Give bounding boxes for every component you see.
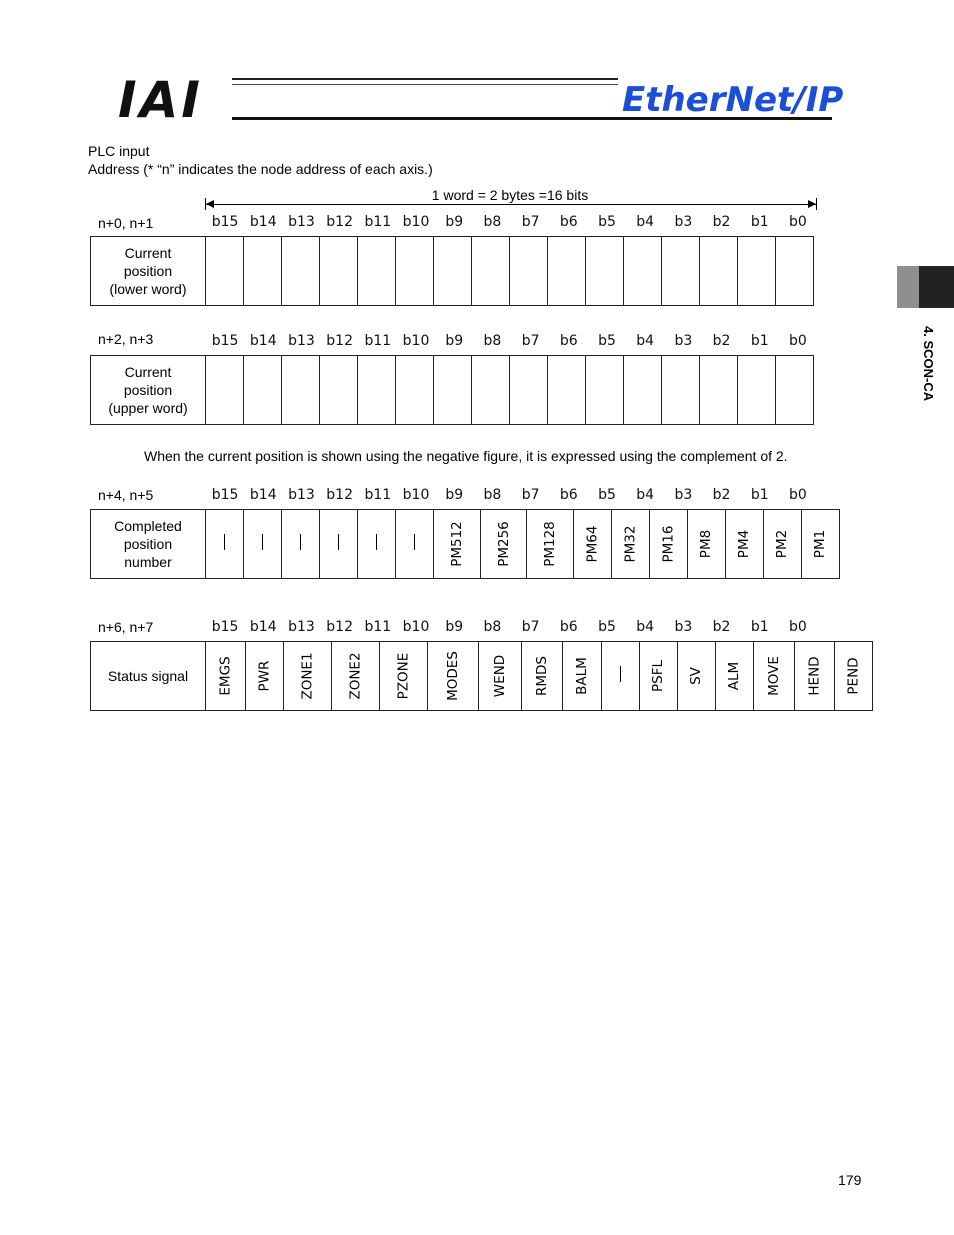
bit-header: b9 — [445, 619, 464, 635]
bit-cell — [639, 642, 677, 711]
bit-header: b3 — [674, 619, 693, 635]
bit-header: b5 — [598, 487, 616, 503]
bit-header: b15 — [211, 333, 239, 349]
row-label-line: (upper word) — [108, 400, 188, 416]
bit-cell — [586, 356, 624, 425]
bit-header: b10 — [402, 619, 430, 635]
signal-name: PM8 — [698, 529, 715, 559]
bit-cell — [776, 356, 814, 425]
signal-name: EMGS — [217, 656, 234, 696]
bit-header: b13 — [288, 619, 315, 635]
bit-cell — [624, 237, 662, 306]
signal-name: PM1 — [812, 529, 829, 559]
bit-cell — [282, 510, 320, 579]
bit-cell — [738, 237, 776, 306]
bit-header: b14 — [249, 487, 277, 503]
bit-header: b14 — [249, 333, 277, 349]
bit-header: b0 — [789, 333, 807, 349]
bit-table — [90, 236, 814, 306]
signal-name: HEND — [806, 656, 823, 696]
intro-address-note: Address (* “n” indicates the node address of each axis.) — [88, 161, 433, 177]
bit-header: b12 — [326, 619, 353, 635]
bit-header: b2 — [712, 214, 731, 230]
bit-cell — [472, 237, 510, 306]
bit-cell — [834, 642, 872, 711]
bit-header: b15 — [211, 214, 239, 230]
unused-bit-mark — [376, 534, 377, 550]
signal-name: PM512 — [448, 521, 465, 567]
signal-name: PM64 — [584, 525, 601, 563]
bit-cell — [700, 237, 738, 306]
bit-header-row — [206, 333, 817, 349]
bit-header: b11 — [364, 487, 392, 503]
unused-bit-mark — [262, 534, 263, 550]
signal-name: PSFL — [650, 660, 667, 692]
arrow-left-icon — [206, 200, 214, 208]
bit-table — [90, 641, 873, 711]
bit-header: b2 — [712, 487, 731, 503]
bit-cell — [434, 237, 472, 306]
bit-header-row — [206, 619, 817, 635]
bit-header: b7 — [521, 333, 540, 349]
bit-cell — [320, 510, 358, 579]
word-span-line — [206, 204, 816, 205]
chapter-label: 4. SCON-CA — [921, 326, 936, 402]
bit-cell — [624, 356, 662, 425]
bit-header: b10 — [402, 214, 430, 230]
bit-cell — [332, 642, 380, 711]
complement-note: When the current position is shown using the negative figure, it is expressed using the complement of 2. — [144, 448, 788, 464]
row-label-line: (lower word) — [109, 281, 187, 297]
bit-cell — [725, 510, 763, 579]
bit-cell — [662, 237, 700, 306]
header-rule-thin — [232, 84, 618, 85]
address-label: n+4, n+5 — [90, 486, 200, 504]
bit-header: b11 — [364, 333, 392, 349]
signal-name: BALM — [574, 657, 591, 695]
bit-header: b4 — [636, 619, 655, 635]
row-label-line: Completed — [114, 518, 182, 534]
bit-cell — [586, 237, 624, 306]
row-label — [91, 237, 206, 306]
bit-header: b6 — [559, 619, 578, 635]
bit-header: b0 — [789, 214, 807, 230]
signal-name: PM16 — [660, 525, 677, 563]
signal-name: PZONE — [395, 652, 412, 700]
bit-header: b3 — [674, 333, 693, 349]
signal-name: PM32 — [622, 525, 639, 563]
bit-cell — [396, 510, 434, 579]
bit-cell — [738, 356, 776, 425]
row-label — [91, 642, 206, 711]
chapter-tab-black — [919, 266, 954, 308]
bit-header: b4 — [636, 333, 655, 349]
bit-header: b5 — [598, 333, 616, 349]
bit-cell — [472, 356, 510, 425]
bit-cell — [801, 510, 839, 579]
bit-header: b2 — [712, 333, 731, 349]
bit-cell — [396, 237, 434, 306]
bit-header: b14 — [249, 619, 277, 635]
word-span-label: 1 word = 2 bytes =16 bits — [431, 187, 589, 203]
bit-cell — [206, 642, 246, 711]
bit-cell — [548, 237, 586, 306]
bit-cell — [244, 237, 282, 306]
unused-bit-mark — [224, 534, 225, 550]
bit-cell — [573, 510, 611, 579]
bit-header: b15 — [211, 487, 239, 503]
signal-name: ZONE1 — [299, 652, 316, 700]
bit-header: b1 — [750, 333, 769, 349]
page-number: 179 — [838, 1172, 862, 1188]
chapter-tab-gray — [897, 266, 919, 308]
bit-header: b13 — [288, 214, 315, 230]
bit-cell — [358, 510, 396, 579]
bit-cell — [320, 237, 358, 306]
row-label-line: position — [123, 263, 173, 279]
header-rule — [232, 78, 618, 80]
bit-header: b5 — [598, 214, 616, 230]
bit-header-row — [206, 487, 817, 503]
row-label — [91, 510, 206, 579]
bit-header: b8 — [483, 214, 502, 230]
row-label-line: number — [124, 554, 172, 570]
bit-header-row — [206, 214, 817, 230]
bit-cell — [510, 237, 548, 306]
bit-cell — [700, 356, 738, 425]
signal-name: PWR — [256, 660, 273, 692]
unused-bit-mark — [300, 534, 301, 550]
signal-name: MODES — [444, 651, 461, 701]
bit-header: b0 — [789, 619, 807, 635]
bit-cell — [206, 510, 244, 579]
bit-header: b12 — [326, 214, 353, 230]
row-label-line: position — [123, 536, 173, 552]
signal-name: MOVE — [765, 656, 782, 696]
bit-header: b5 — [598, 619, 616, 635]
bit-header: b1 — [750, 214, 769, 230]
bit-header: b8 — [483, 333, 502, 349]
bit-cell — [246, 642, 284, 711]
bit-header: b14 — [249, 214, 277, 230]
signal-name: PM4 — [736, 529, 753, 559]
address-label: n+0, n+1 — [90, 214, 200, 232]
bit-header: b6 — [559, 333, 578, 349]
bit-cell — [480, 510, 527, 579]
bit-header: b9 — [445, 333, 464, 349]
unused-bit-mark — [620, 666, 621, 682]
bit-header: b1 — [750, 619, 769, 635]
bit-header: b9 — [445, 487, 464, 503]
bit-cell — [563, 642, 602, 711]
bit-header: b7 — [521, 214, 540, 230]
bit-header: b10 — [402, 487, 430, 503]
bit-cell — [206, 356, 244, 425]
bit-cell — [753, 642, 794, 711]
bit-header: b11 — [364, 619, 392, 635]
bit-header: b8 — [483, 619, 502, 635]
bit-cell — [510, 356, 548, 425]
bit-header: b15 — [211, 619, 239, 635]
bit-header: b3 — [674, 487, 693, 503]
bit-cell — [282, 237, 320, 306]
bit-cell — [282, 356, 320, 425]
bit-header: b2 — [712, 619, 731, 635]
bit-cell — [320, 356, 358, 425]
bit-header: b6 — [559, 487, 578, 503]
bit-cell — [548, 356, 586, 425]
bit-header: b13 — [288, 487, 315, 503]
bit-header: b8 — [483, 487, 502, 503]
row-label-line: Status signal — [107, 668, 189, 684]
signal-name: RMDS — [534, 656, 551, 696]
address-label: n+2, n+3 — [90, 330, 200, 348]
bit-header: b12 — [326, 487, 353, 503]
bit-cell — [244, 510, 282, 579]
address-label: n+6, n+7 — [90, 618, 200, 636]
bit-cell — [522, 642, 563, 711]
bit-header: b1 — [750, 487, 769, 503]
bit-cell — [687, 510, 725, 579]
bit-cell — [677, 642, 715, 711]
signal-name: PEND — [845, 657, 862, 695]
bit-cell — [601, 642, 639, 711]
unused-bit-mark — [338, 534, 339, 550]
bit-cell — [206, 237, 244, 306]
intro-title: PLC input — [88, 143, 150, 159]
bit-cell — [434, 356, 472, 425]
bit-header: b4 — [636, 487, 655, 503]
bit-cell — [763, 510, 801, 579]
bit-cell — [396, 356, 434, 425]
bit-table — [90, 509, 840, 579]
bit-cell — [776, 237, 814, 306]
bit-header: b11 — [364, 214, 392, 230]
bit-header: b9 — [445, 214, 464, 230]
bit-cell — [428, 642, 479, 711]
bit-header: b12 — [326, 333, 353, 349]
arrow-right-icon — [808, 200, 816, 208]
bit-header: b13 — [288, 333, 315, 349]
bit-header: b3 — [674, 214, 693, 230]
bit-header: b7 — [521, 619, 540, 635]
signal-name: SV — [688, 667, 705, 685]
bit-header: b0 — [789, 487, 807, 503]
row-label-line: position — [123, 382, 173, 398]
bit-cell — [380, 642, 428, 711]
bit-header: b7 — [521, 487, 540, 503]
row-label-line: Current — [124, 364, 172, 380]
bit-cell — [611, 510, 649, 579]
word-span-tick-right — [816, 198, 817, 210]
iai-logo: IAI — [118, 71, 203, 129]
bit-cell — [662, 356, 700, 425]
bit-cell — [478, 642, 521, 711]
bit-header: b6 — [559, 214, 578, 230]
signal-name: PM256 — [495, 521, 512, 567]
bit-header: b4 — [636, 214, 655, 230]
signal-name: WEND — [492, 654, 509, 698]
unused-bit-mark — [414, 534, 415, 550]
signal-name: ZONE2 — [347, 652, 364, 700]
bit-table — [90, 355, 814, 425]
bit-cell — [358, 356, 396, 425]
bit-header: b10 — [402, 333, 430, 349]
bit-cell — [649, 510, 687, 579]
ethernet-ip-logo: EtherNet/IP — [622, 80, 844, 120]
bit-cell — [715, 642, 753, 711]
signal-name: PM128 — [541, 521, 558, 567]
signal-name: PM2 — [774, 529, 791, 559]
bit-cell — [244, 356, 282, 425]
row-label-line: Current — [124, 245, 172, 261]
row-label — [91, 356, 206, 425]
bit-cell — [434, 510, 481, 579]
bit-cell — [284, 642, 332, 711]
bit-cell — [358, 237, 396, 306]
bit-cell — [527, 510, 574, 579]
bit-cell — [794, 642, 834, 711]
signal-name: ALM — [726, 661, 743, 691]
